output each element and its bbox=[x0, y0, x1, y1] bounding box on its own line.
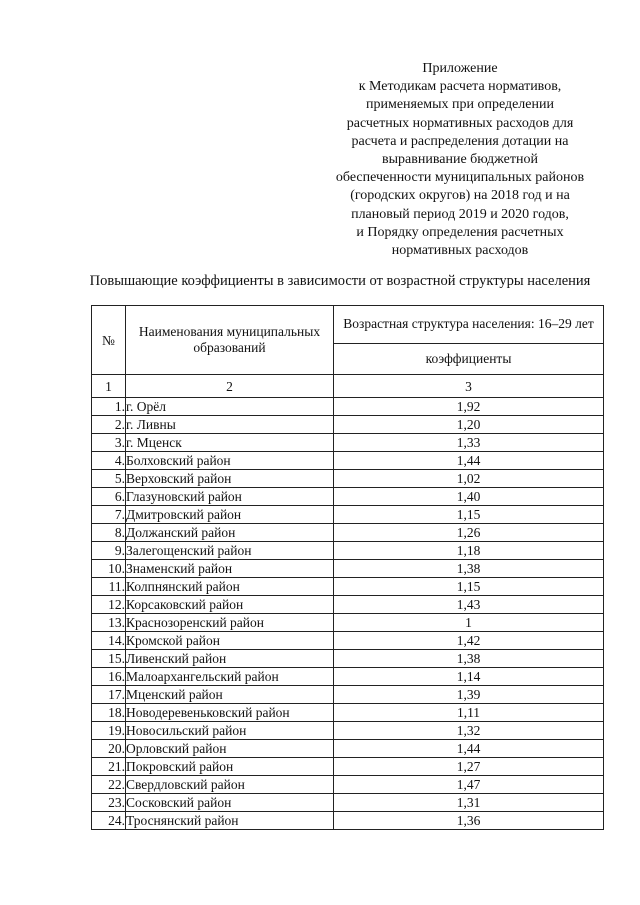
appendix-line: и Порядку определения расчетных bbox=[356, 224, 564, 240]
row-number: 1. bbox=[92, 398, 126, 416]
header-number: № bbox=[92, 306, 126, 375]
coefficient-value: 1,32 bbox=[334, 722, 604, 740]
column-index-row bbox=[92, 375, 604, 398]
coefficient-value: 1,27 bbox=[334, 758, 604, 776]
municipality-name: Сосковский район bbox=[126, 794, 334, 812]
table-row bbox=[92, 758, 604, 776]
municipality-name: Троснянский район bbox=[126, 812, 334, 830]
coefficients-table bbox=[91, 305, 604, 830]
appendix-line: плановый период 2019 и 2020 годов, bbox=[351, 206, 569, 222]
coefficient-value: 1,44 bbox=[334, 740, 604, 758]
municipality-name: Верховский район bbox=[126, 470, 334, 488]
appendix-line: расчета и распределения дотации на bbox=[351, 133, 569, 149]
column-index: 3 bbox=[334, 375, 604, 398]
document-title: Повышающие коэффициенты в зависимости от возрастной структуры населения bbox=[89, 273, 591, 289]
appendix-line: Приложение bbox=[422, 61, 498, 76]
coefficient-value: 1,38 bbox=[334, 560, 604, 578]
appendix-line: применяемых при определении bbox=[366, 97, 554, 113]
coefficient-value: 1,42 bbox=[334, 632, 604, 650]
appendix-line: расчетных нормативных расходов для bbox=[346, 115, 574, 131]
coefficient-value: 1,02 bbox=[334, 470, 604, 488]
table-row bbox=[92, 650, 604, 668]
table-row bbox=[92, 668, 604, 686]
table-row bbox=[92, 398, 604, 416]
row-number: 19. bbox=[92, 722, 126, 740]
municipality-name: Новосильский район bbox=[126, 722, 334, 740]
appendix-line: (городских округов) на 2018 год и на bbox=[350, 188, 570, 204]
coefficient-value: 1 bbox=[334, 614, 604, 632]
coefficient-value: 1,33 bbox=[334, 434, 604, 452]
coefficient-value: 1,15 bbox=[334, 578, 604, 596]
coefficient-value: 1,92 bbox=[334, 398, 604, 416]
municipality-name: Свердловский район bbox=[126, 776, 334, 794]
table-row bbox=[92, 506, 604, 524]
table-row bbox=[92, 524, 604, 542]
row-number: 21. bbox=[92, 758, 126, 776]
row-number: 2. bbox=[92, 416, 126, 434]
row-number: 4. bbox=[92, 452, 126, 470]
table-row bbox=[92, 434, 604, 452]
table-row bbox=[92, 812, 604, 830]
coefficient-value: 1,11 bbox=[334, 704, 604, 722]
municipality-name: Глазуновский район bbox=[126, 488, 334, 506]
header-coefficients: коэффициенты bbox=[334, 343, 604, 374]
municipality-name: Мценский район bbox=[126, 686, 334, 704]
table-row bbox=[92, 794, 604, 812]
appendix-line: выравнивание бюджетной bbox=[382, 152, 538, 168]
municipality-name: г. Ливны bbox=[126, 416, 334, 434]
row-number: 5. bbox=[92, 470, 126, 488]
table-row bbox=[92, 722, 604, 740]
municipality-name: Дмитровский район bbox=[126, 506, 334, 524]
column-index: 1 bbox=[92, 375, 126, 398]
column-index: 2 bbox=[126, 375, 334, 398]
municipality-name: Новодеревеньковский район bbox=[126, 704, 334, 722]
row-number: 24. bbox=[92, 812, 126, 830]
row-number: 23. bbox=[92, 794, 126, 812]
coefficient-value: 1,18 bbox=[334, 542, 604, 560]
coefficient-value: 1,15 bbox=[334, 506, 604, 524]
row-number: 12. bbox=[92, 596, 126, 614]
coefficient-value: 1,39 bbox=[334, 686, 604, 704]
row-number: 17. bbox=[92, 686, 126, 704]
table-row bbox=[92, 560, 604, 578]
table-row bbox=[92, 542, 604, 560]
row-number: 8. bbox=[92, 524, 126, 542]
table-body bbox=[92, 398, 604, 830]
appendix-line: обеспеченности муниципальных районов bbox=[335, 170, 585, 186]
table-row bbox=[92, 470, 604, 488]
municipality-name: Залегощенский район bbox=[126, 542, 334, 560]
appendix-line: нормативных расходов bbox=[391, 243, 529, 259]
table-row bbox=[92, 614, 604, 632]
municipality-name: Краснозоренский район bbox=[126, 614, 334, 632]
coefficient-value: 1,43 bbox=[334, 596, 604, 614]
row-number: 10. bbox=[92, 560, 126, 578]
row-number: 6. bbox=[92, 488, 126, 506]
table-row bbox=[92, 776, 604, 794]
coefficient-value: 1,36 bbox=[334, 812, 604, 830]
coefficient-value: 1,40 bbox=[334, 488, 604, 506]
appendix-line: к Методикам расчета нормативов, bbox=[358, 79, 562, 95]
coefficient-value: 1,47 bbox=[334, 776, 604, 794]
coefficient-value: 1,20 bbox=[334, 416, 604, 434]
municipality-name: Должанский район bbox=[126, 524, 334, 542]
table-row bbox=[92, 416, 604, 434]
coefficient-value: 1,14 bbox=[334, 668, 604, 686]
municipality-name: г. Мценск bbox=[126, 434, 334, 452]
row-number: 18. bbox=[92, 704, 126, 722]
table-row bbox=[92, 452, 604, 470]
table-row bbox=[92, 632, 604, 650]
row-number: 22. bbox=[92, 776, 126, 794]
table-row bbox=[92, 740, 604, 758]
municipality-name: г. Орёл bbox=[126, 398, 334, 416]
row-number: 11. bbox=[92, 578, 126, 596]
municipality-name: Знаменский район bbox=[126, 560, 334, 578]
municipality-name: Кромской район bbox=[126, 632, 334, 650]
header-age-structure: Возрастная структура населения: 16–29 лет bbox=[334, 306, 604, 344]
municipality-name: Болховский район bbox=[126, 452, 334, 470]
header-municipality-name: Наименования муниципальных образований bbox=[126, 306, 334, 375]
municipality-name: Покровский район bbox=[126, 758, 334, 776]
municipality-name: Ливенский район bbox=[126, 650, 334, 668]
table-row bbox=[92, 686, 604, 704]
table-row bbox=[92, 704, 604, 722]
appendix-block bbox=[318, 60, 602, 260]
municipality-name: Малоархангельский район bbox=[126, 668, 334, 686]
coefficient-value: 1,26 bbox=[334, 524, 604, 542]
row-number: 16. bbox=[92, 668, 126, 686]
table-row bbox=[92, 596, 604, 614]
row-number: 3. bbox=[92, 434, 126, 452]
table-row bbox=[92, 578, 604, 596]
row-number: 7. bbox=[92, 506, 126, 524]
table-row bbox=[92, 488, 604, 506]
coefficient-value: 1,44 bbox=[334, 452, 604, 470]
row-number: 13. bbox=[92, 614, 126, 632]
municipality-name: Колпнянский район bbox=[126, 578, 334, 596]
row-number: 9. bbox=[92, 542, 126, 560]
municipality-name: Корсаковский район bbox=[126, 596, 334, 614]
row-number: 15. bbox=[92, 650, 126, 668]
coefficient-value: 1,38 bbox=[334, 650, 604, 668]
coefficient-value: 1,31 bbox=[334, 794, 604, 812]
row-number: 20. bbox=[92, 740, 126, 758]
municipality-name: Орловский район bbox=[126, 740, 334, 758]
row-number: 14. bbox=[92, 632, 126, 650]
